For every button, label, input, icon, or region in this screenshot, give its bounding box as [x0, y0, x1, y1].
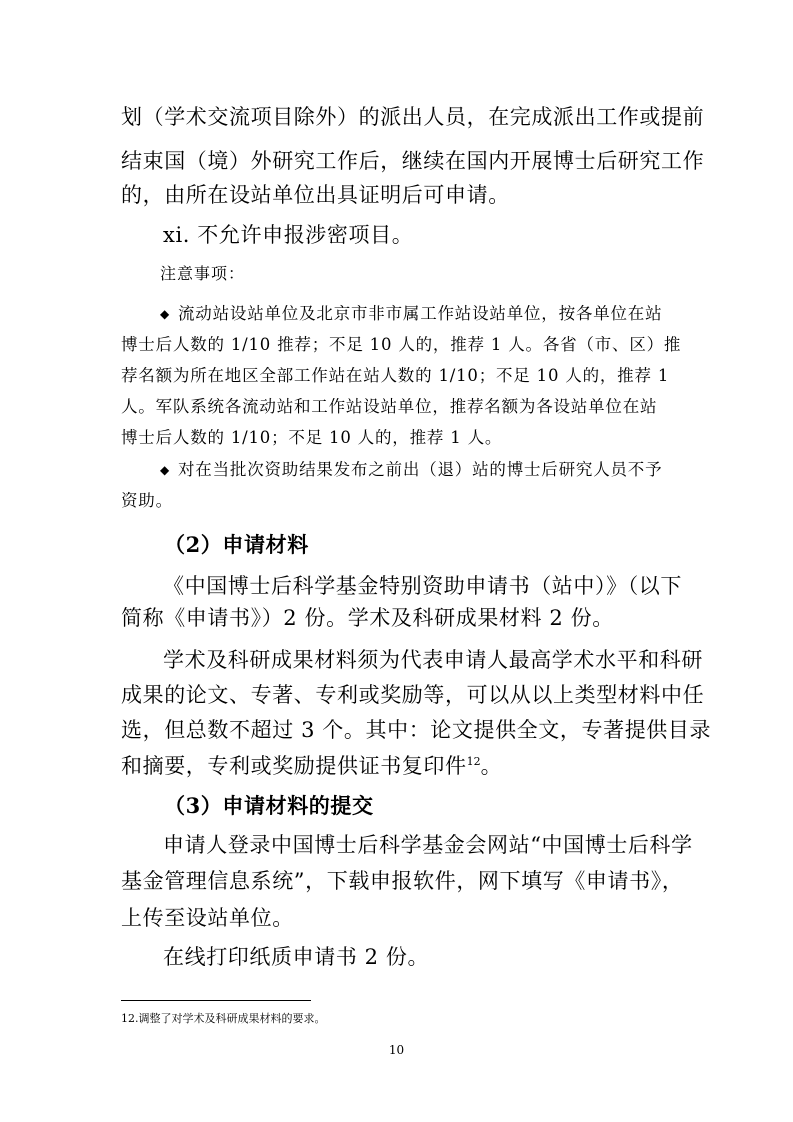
section-2-p2-line-4-end: 。 [480, 754, 503, 778]
diamond-bullet-icon: ◆ [160, 463, 171, 477]
note-bullet-2-line-2: 资助。 [121, 491, 173, 510]
section-2-p2-line-3: 选，但总数不超过 3 个。其中：论文提供全文，专著提供目录 [121, 718, 712, 742]
note-bullet-2-line-1 [160, 460, 662, 480]
body-line-1: 划（学术交流项目除外）的派出人员，在完成派出工作或提前 [121, 105, 705, 129]
note-bullet-1-line-2: 博士后人数的 1/10 推荐；不足 10 人的，推荐 1 人。各省（市、区）推 [121, 335, 682, 354]
body-line-3: 的，由所在设站单位出具证明后可申请。 [121, 183, 510, 207]
section-2-p1-line-1: 《中国博士后科学基金特别资助申请书（站中）》（以下 [163, 574, 682, 598]
section-2-p2-line-4 [121, 754, 502, 778]
section-3-p2-line-1: 在线打印纸质申请书 2 份。 [163, 945, 430, 969]
note-bullet-1-line-4: 人。军队系统各流动站和工作站设站单位，推荐名额为各设站单位在站 [121, 397, 658, 416]
diamond-bullet-icon: ◆ [160, 307, 171, 321]
note-bullet-1-line-5: 博士后人数的 1/10；不足 10 人的，推荐 1 人。 [121, 428, 503, 447]
section-3-p1-line-1: 申请人登录中国博士后科学基金会网站“中国博士后科学 [163, 833, 693, 857]
section-2-heading: （2）申请材料 [164, 532, 309, 557]
section-2-p1-line-2: 简称《申请书》）2 份。学术及科研成果材料 2 份。 [121, 606, 614, 630]
footnote-reference: 12 [466, 755, 481, 768]
section-3-p1-line-2: 基金管理信息系统”，下载申报软件，网下填写《申请书》， [121, 869, 684, 893]
body-line-2: 结束国（境）外研究工作后，继续在国内开展博士后研究工作 [121, 149, 705, 173]
note-bullet-1-line-3: 荐名额为所在地区全部工作站在站人数的 1/10；不足 10 人的，推荐 1 [121, 366, 670, 385]
note-text: 流动站设站单位及北京市非市属工作站设站单位，按各单位在站 [178, 304, 663, 323]
footnote-divider [121, 1000, 311, 1001]
section-2-p2-line-1: 学术及科研成果材料须为代表申请人最高学术水平和科研 [163, 648, 703, 672]
page-number: 10 [388, 1043, 405, 1057]
notes-title: 注意事项： [160, 264, 246, 283]
note-text: 对在当批次资助结果发布之前出（退）站的博士后研究人员不予 [178, 460, 663, 479]
item-xi: xi. 不允许申报涉密项目。 [163, 223, 414, 247]
section-2-p2-line-4-text: 和摘要，专利或奖励提供证书复印件 [121, 754, 467, 778]
note-bullet-1-line-1 [160, 304, 662, 324]
footnote: 12.调整了对学术及科研成果材料的要求。 [121, 1012, 326, 1025]
section-3-heading: （3）申请材料的提交 [164, 793, 374, 818]
section-3-p1-line-3: 上传至设站单位。 [121, 906, 294, 930]
section-2-p2-line-2: 成果的论文、专著、专利或奖励等，可以从以上类型材料中任 [121, 683, 705, 707]
